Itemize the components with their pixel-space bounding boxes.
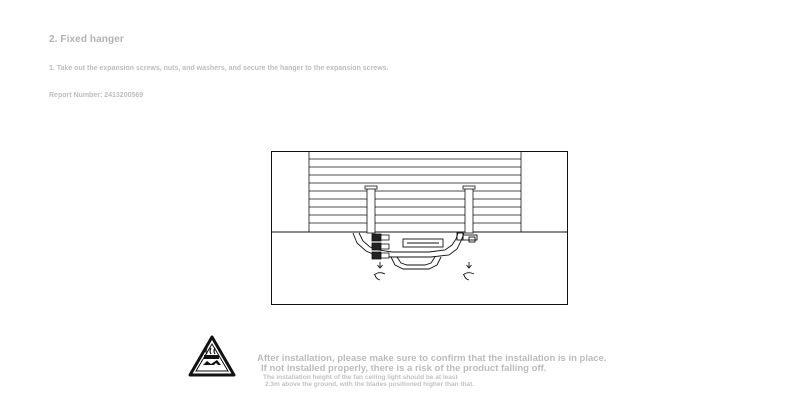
warning-height-note-continued: 2.3m above the ground, with the blades positioned higher than that. (265, 381, 475, 388)
report-number: Report Number: 2413200569 (49, 92, 144, 99)
ceiling-hanger-diagram (271, 151, 568, 305)
hot-surface-warning-icon (187, 334, 237, 378)
expansion-screw-right (463, 186, 475, 233)
section-heading: 2. Fixed hanger (49, 34, 124, 45)
ceiling-slab (309, 152, 521, 232)
warning-height-note: The installation height of the fan ceiling light should be at least (263, 374, 458, 381)
expansion-screw-left (365, 186, 377, 233)
nuts-and-washers (372, 234, 389, 259)
warning-main-line: After installation, please make sure to confirm that the installation is in place. (257, 353, 607, 364)
step-instruction: 1. Take out the expansion screws, nuts, and washers, and secure the hanger to the expansion screws. (49, 65, 389, 72)
warning-risk-line: If not installed properly, there is a risk of the product falling off. (261, 363, 547, 374)
hanger-installation-diagram (271, 151, 568, 305)
